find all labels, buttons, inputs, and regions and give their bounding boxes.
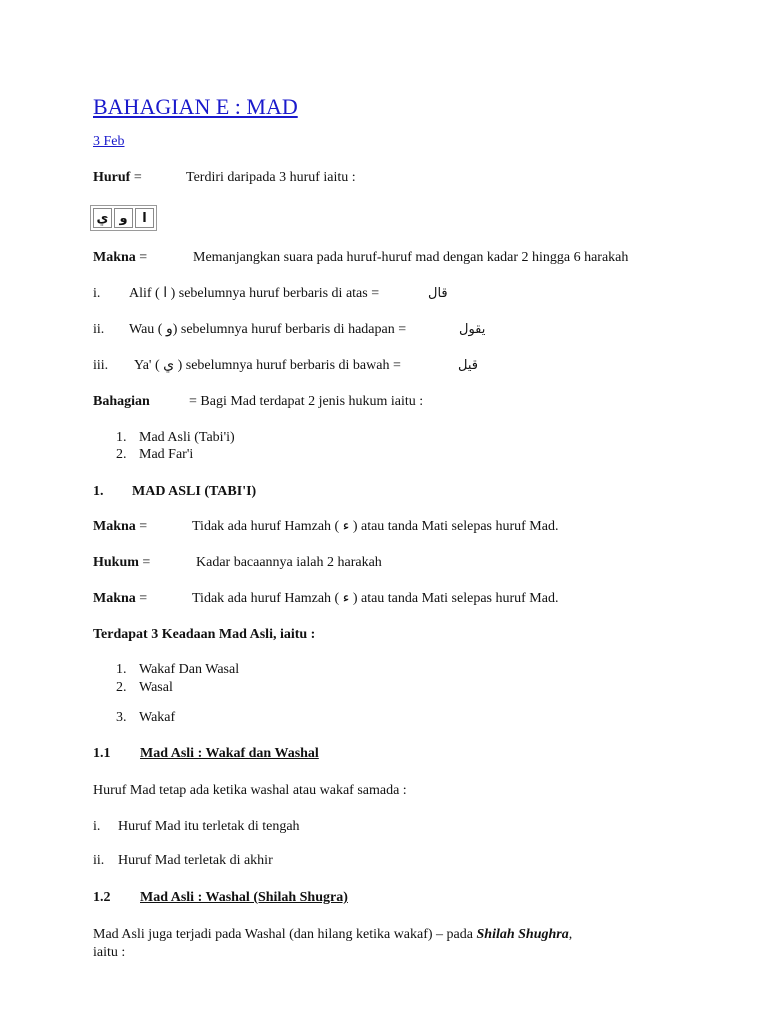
makna3-line <box>93 590 147 608</box>
roman-item-2-num: ii. <box>93 322 105 337</box>
makna2-label: Makna <box>93 519 136 534</box>
page-title[interactable]: BAHAGIAN E : MAD <box>93 94 298 119</box>
keadaan-heading: Terdapat 3 Keadaan Mad Asli, iaitu : <box>93 627 316 642</box>
hukum-eq: = <box>138 555 151 570</box>
section1-title: MAD ASLI (TABI'I) <box>132 484 257 499</box>
date-link[interactable]: 3 Feb <box>93 134 125 149</box>
sub12-shilah-shughra: Shilah Shughra <box>476 927 569 942</box>
makna3-text: Tidak ada huruf Hamzah ( ء ) atau tanda Mati selepas huruf Mad. <box>192 591 559 606</box>
keadaan-item-1-text: Wakaf Dan Wasal <box>139 662 240 677</box>
bahagian-item-1 <box>116 429 235 447</box>
letter-cell-alif: ا <box>135 208 154 228</box>
letter-cell-ya: ي <box>93 208 112 228</box>
huruf-line <box>93 169 142 187</box>
keadaan-item-3-text: Wakaf <box>139 710 176 725</box>
keadaan-item-2-num: 2. <box>116 680 127 695</box>
sub11-item-1-text: Huruf Mad itu terletak di tengah <box>118 819 300 834</box>
hukum-label: Hukum <box>93 555 139 570</box>
makna3-eq: = <box>135 591 148 606</box>
roman-item-3-num: iii. <box>93 358 109 373</box>
sub11-item-1-num: i. <box>93 819 101 834</box>
sub12-line2: iaitu : <box>93 945 126 960</box>
roman-item-3-arabic: قيل <box>458 358 478 373</box>
keadaan-item-1 <box>116 661 239 679</box>
sub11-title: Mad Asli : Wakaf dan Washal <box>140 746 319 761</box>
hukum-line <box>93 554 150 572</box>
huruf-letters-table <box>90 205 157 231</box>
letter-cell-wau: و <box>114 208 133 228</box>
makna3-text-line <box>192 590 558 608</box>
keadaan-item-2 <box>116 679 173 697</box>
roman-item-2-arabic: يقول <box>459 322 486 337</box>
sub11-item-2-text: Huruf Mad terletak di akhir <box>118 853 273 868</box>
keadaan-item-3 <box>116 709 175 727</box>
roman-item-2-text: Wau ( و) sebelumnya huruf berbaris di hadapan = <box>129 322 407 337</box>
hukum-text: Kadar bacaannya ialah 2 harakah <box>196 555 382 570</box>
keadaan-item-2-text: Wasal <box>139 680 173 695</box>
roman-item-1-num: i. <box>93 286 101 301</box>
makna3-label: Makna <box>93 591 136 606</box>
sub12-line1-a: Mad Asli juga terjadi pada Washal (dan hilang ketika wakaf) – pada <box>93 927 477 942</box>
huruf-eq: = <box>130 170 142 185</box>
bahagian-item-2-text: Mad Far'i <box>139 447 194 462</box>
roman-item-3-text: Ya' ( ي ) sebelumnya huruf berbaris di bawah = <box>134 358 401 373</box>
keadaan-item-1-num: 1. <box>116 662 127 677</box>
sub12-line1 <box>93 926 572 944</box>
bahagian-item-2 <box>116 446 193 464</box>
bahagian-item-1-text: Mad Asli (Tabi'i) <box>139 430 235 445</box>
bahagian-item-1-num: 1. <box>116 430 127 445</box>
makna1-label: Makna <box>93 250 136 265</box>
sub11-num: 1.1 <box>93 746 111 761</box>
makna1-eq: = <box>135 250 148 265</box>
bahagian-text: = Bagi Mad terdapat 2 jenis hukum iaitu : <box>189 394 424 409</box>
makna2-line <box>93 518 147 536</box>
makna1-line <box>93 249 147 267</box>
sub11-item-2-num: ii. <box>93 853 105 868</box>
huruf-text: Terdiri daripada 3 huruf iaitu : <box>186 170 356 185</box>
makna2-text: Tidak ada huruf Hamzah ( ء ) atau tanda Mati selepas huruf Mad. <box>192 519 559 534</box>
roman-item-1-arabic: قال <box>428 286 448 301</box>
sub12-line1-c: , <box>568 927 573 942</box>
sub12-title: Mad Asli : Washal (Shilah Shugra) <box>140 890 348 905</box>
roman-item-1-text: Alif ( ا ) sebelumnya huruf berbaris di atas = <box>129 286 380 301</box>
huruf-label: Huruf <box>93 170 131 185</box>
makna2-text-line <box>192 518 558 536</box>
bahagian-label: Bahagian <box>93 394 150 409</box>
sub12-num: 1.2 <box>93 890 111 905</box>
keadaan-item-3-num: 3. <box>116 710 127 725</box>
bahagian-item-2-num: 2. <box>116 447 127 462</box>
makna1-text: Memanjangkan suara pada huruf-huruf mad dengan kadar 2 hingga 6 harakah <box>193 250 629 265</box>
sub11-intro: Huruf Mad tetap ada ketika washal atau wakaf samada : <box>93 783 407 798</box>
makna2-eq: = <box>135 519 148 534</box>
section1-num: 1. <box>93 484 104 499</box>
